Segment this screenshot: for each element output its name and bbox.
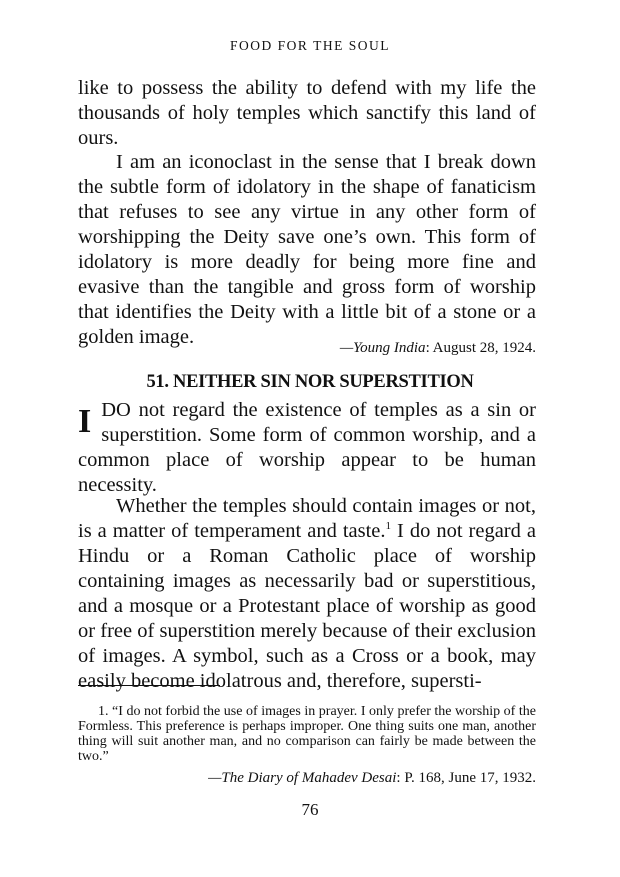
page-number: 76: [301, 800, 319, 819]
attribution-source: —Young India: [339, 340, 426, 356]
paragraph-iconoclast: I am an iconoclast in the sense that I break down the subtle form of idolatory in the shape of fanaticism that refuses to see any virtue in any other form of worshipping the Deity save one’s own. This form of idolatory is more deadly for being more fine and evasive than the tangible and gross form of worship that identifies the Deity with a little bit of a stone or a golden image.: [78, 151, 536, 348]
attribution-date: : August 28, 1924.: [425, 340, 536, 356]
paragraph-continuation: like to possess the ability to defend with my life the thousands of holy temples which sanctify this land of ours.: [78, 77, 536, 149]
paragraph-images-text-b: I do not regard a Hindu or a Roman Catholic place of worship containing images as necessarily bad or superstitious, and a mosque or a Protestant place of worship as good or free of superstition merely because of their exclusion of images. A symbol, such as a Cross or a book, may easily become idolatrous and, therefore, supersti-: [78, 520, 536, 692]
footnote-reference: 1: [385, 520, 392, 533]
footnote-source: —The Diary of Mahadev Desai: [208, 770, 397, 786]
paragraph-images-text-a: Whether the temples should contain images or not, is a matter of temperament and taste.: [78, 495, 536, 542]
footnote: 1. “I do not forbid the use of images in prayer. I only prefer the worship of the Formless. This preference is perhaps improper. One thing suits one man, another thing will suit another man, and no comparison can fairly be made between the two.”: [78, 704, 536, 764]
footnote-detail: : P. 168, June 17, 1932.: [396, 770, 536, 786]
paragraph-temples-text: DO not regard the existence of temples as a sin or superstition. Some form of common worship, and a common place of worship appear to be human necessity.: [78, 399, 536, 496]
paragraph-temples: [78, 398, 536, 498]
attribution-young-india: [340, 340, 536, 357]
section-heading: 51. NEITHER SIN NOR SUPERSTITION: [146, 372, 474, 392]
drop-cap: I: [78, 403, 92, 440]
footnote-attribution: [208, 770, 536, 787]
paragraph-images: [78, 494, 536, 694]
footnote-divider: [78, 685, 220, 686]
running-header: FOOD FOR THE SOUL: [230, 38, 390, 53]
